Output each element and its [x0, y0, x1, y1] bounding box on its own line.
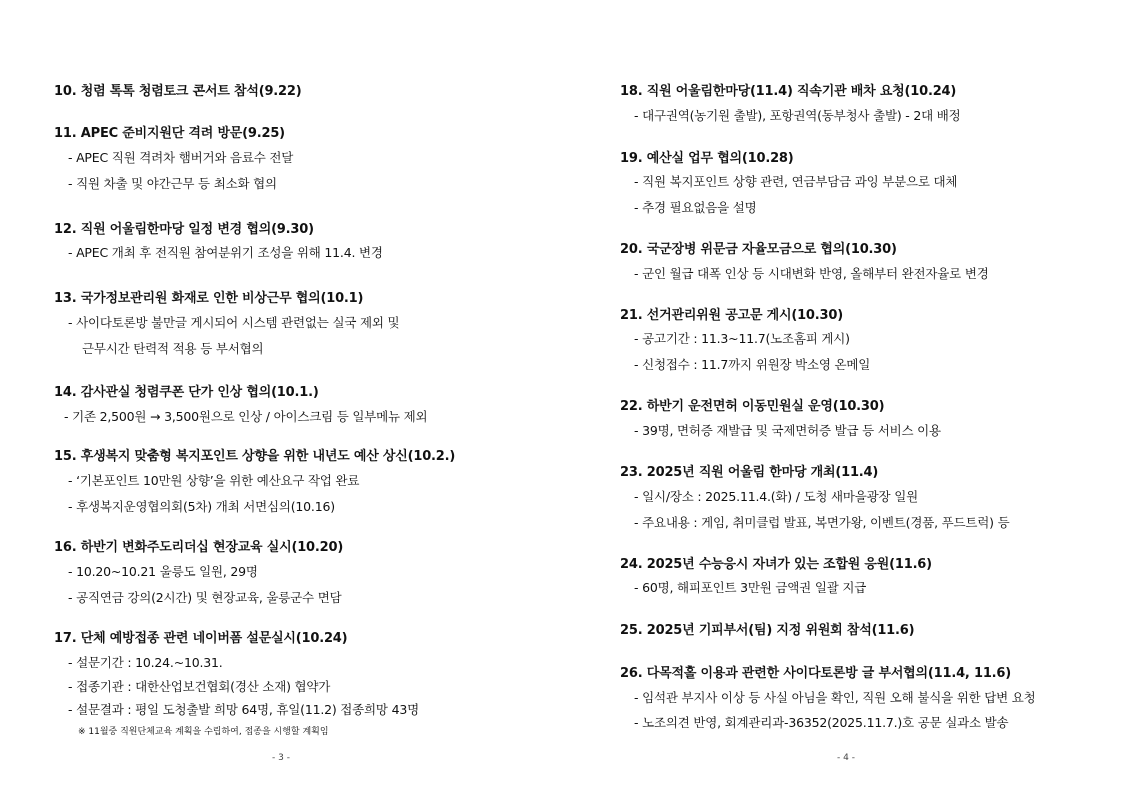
section-16-item-2: - 공직연금 강의(2시간) 및 현장교육, 울릉군수 면담	[68, 590, 342, 605]
footnote: ※ 11월중 직원단체교육 계획을 수립하여, 접종을 시행할 계획임	[78, 727, 329, 737]
section-15-item-2: - 후생복지운영협의회(5차) 개최 서면심의(10.16)	[68, 499, 335, 514]
section-24-title: 24. 2025년 수능응시 자녀가 있는 조합원 응원(11.6)	[620, 557, 932, 572]
section-17-title: 17. 단체 예방접종 관련 네이버폼 설문실시(10.24)	[54, 631, 348, 646]
section-20-item-1: - 군인 월급 대폭 인상 등 시대변화 반영, 올해부터 완전자율로 변경	[634, 266, 989, 281]
section-21-item-1: - 공고기간 : 11.3~11.7(노조홈피 게시)	[634, 331, 850, 346]
section-23-title: 23. 2025년 직원 어울림 한마당 개최(11.4)	[620, 465, 879, 480]
section-19-item-2: - 추경 필요없음을 설명	[634, 200, 757, 215]
section-16-item-1: - 10.20~10.21 울릉도 일원, 29명	[68, 564, 258, 579]
section-25-title: 25. 2025년 기피부서(팀) 지정 위원회 참석(11.6)	[620, 623, 915, 638]
section-15-item-1: - ‘기본포인트 10만원 상향’을 위한 예산요구 작업 완료	[68, 473, 360, 488]
section-17-item-1: - 설문기간 : 10.24.~10.31.	[68, 655, 223, 670]
section-14-item-1: - 기존 2,500원 → 3,500원으로 인상 / 아이스크림 등 일부메뉴 제외	[64, 409, 428, 424]
section-22-title: 22. 하반기 운전면허 이동민원실 운영(10.30)	[620, 399, 885, 414]
page-number: - 4 -	[837, 753, 855, 763]
section-20-title: 20. 국군장병 위문금 자율모금으로 협의(10.30)	[620, 242, 897, 257]
section-26-item-2: - 노조의견 반영, 회계관리과-36352(2025.11.7.)호 공문 실과소 발송	[634, 715, 1009, 730]
section-10-title: 10. 청렴 톡톡 청렴토크 콘서트 참석(9.22)	[54, 84, 302, 99]
section-18-title: 18. 직원 어울림한마당(11.4) 직속기관 배차 요청(10.24)	[620, 84, 957, 99]
section-16-title: 16. 하반기 변화주도리더십 현장교육 실시(10.20)	[54, 540, 344, 555]
section-11-title: 11. APEC 준비지원단 격려 방문(9.25)	[54, 126, 285, 141]
section-19-item-1: - 직원 복지포인트 상향 관련, 연금부담금 과잉 부분으로 대체	[634, 174, 958, 189]
section-13-item-2: 근무시간 탄력적 적용 등 부서협의	[82, 341, 264, 356]
section-19-title: 19. 예산실 업무 협의(10.28)	[620, 151, 794, 166]
section-14-title: 14. 감사관실 청렴쿠폰 단가 인상 협의(10.1.)	[54, 385, 319, 400]
section-26-item-1: - 임석관 부지사 이상 등 사실 아님을 확인, 직원 오해 불식을 위한 답변 요청	[634, 690, 1036, 705]
section-21-title: 21. 선거관리위원 공고문 게시(10.30)	[620, 308, 843, 323]
section-11-item-1: - APEC 직원 격려차 햄버거와 음료수 전달	[68, 150, 294, 165]
page-4	[565, 0, 1131, 800]
section-15-title: 15. 후생복지 맞춤형 복지포인트 상향을 위한 내년도 예산 상신(10.2.)	[54, 449, 456, 464]
section-21-item-2: - 신청접수 : 11.7까지 위원장 박소영 온메일	[634, 357, 871, 372]
section-23-item-1: - 일시/장소 : 2025.11.4.(화) / 도청 새마을광장 일원	[634, 489, 918, 504]
section-13-title: 13. 국가정보관리원 화재로 인한 비상근무 협의(10.1)	[54, 291, 364, 306]
section-13-item-1: - 사이다토론방 불만글 게시되어 시스템 관련없는 실국 제외 및	[68, 315, 400, 330]
section-17-item-3: - 설문결과 : 평일 도청출발 희망 64명, 휴일(11.2) 접종희망 43명	[68, 702, 419, 717]
section-12-item-1: - APEC 개최 후 전직원 참여분위기 조성을 위해 11.4. 변경	[68, 245, 383, 260]
section-26-title: 26. 다목적홀 이용과 관련한 사이다토론방 글 부서협의(11.4, 11.6)	[620, 666, 1011, 681]
section-23-item-2: - 주요내용 : 게임, 취미클럽 발표, 복면가왕, 이벤트(경품, 푸드트럭) 등	[634, 515, 1010, 530]
section-24-item-1: - 60명, 해피포인트 3만원 금액권 일괄 지급	[634, 580, 867, 595]
section-17-item-2: - 접종기관 : 대한산업보건협회(경산 소재) 협약가	[68, 679, 331, 694]
page-number: - 3 -	[272, 753, 290, 763]
section-11-item-2: - 직원 차출 및 야간근무 등 최소화 협의	[68, 176, 277, 191]
section-18-item-1: - 대구권역(농기원 출발), 포항권역(동부청사 출발) - 2대 배정	[634, 108, 961, 123]
page-3	[0, 0, 565, 800]
section-12-title: 12. 직원 어울림한마당 일정 변경 협의(9.30)	[54, 222, 314, 237]
section-22-item-1: - 39명, 면허증 재발급 및 국제면허증 발급 등 서비스 이용	[634, 423, 941, 438]
